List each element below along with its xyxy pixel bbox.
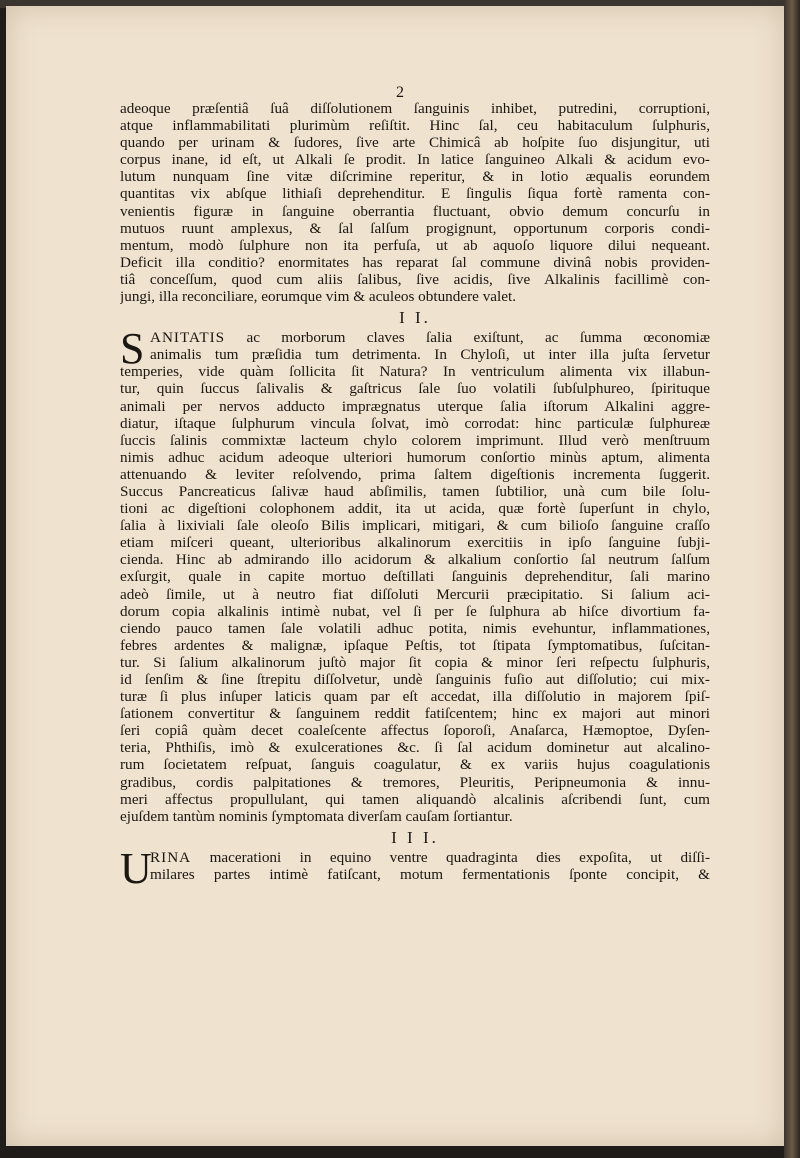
paragraph-2-line: ciendo pauco tamen ſale volatili adhuc potita, nimis evehuntur, inflammationes, xyxy=(120,619,710,637)
paragraph-2-line: Succus Pancreaticus ſalivæ haud abſimilis, tamen ſubtilior, unà cum bile ſolu- xyxy=(120,482,710,500)
paragraph-1-line: corpus inane, id eſt, ut Alkali ſe prodit. In latice ſanguineo Alkali & acidum evo- xyxy=(120,151,710,169)
paragraph-1-line: mutuos ruunt amplexus, & ſal ſalſum progignunt, opportunum corporis condi- xyxy=(120,219,710,237)
drop-cap-u: U xyxy=(120,843,152,893)
paragraph-2-line xyxy=(120,329,710,346)
paragraph-1-line: jungi, illa reconciliare, eorumque vim & aculeos obtundere valet. xyxy=(120,288,517,306)
paragraph-2-line: temperies, vide quàm ſollicita ſit Natura? In ventriculum alimenta vix illabun- xyxy=(120,363,710,381)
paragraph-2-line: febres ardentes & malignæ, ipſaque Peſtis, tot ſtipata ſymptomatibus, ſuſcitan- xyxy=(120,636,710,654)
paragraph-2-line: meri affectus propullulant, qui tamen aliquandò alcalinis aſcribendi ſunt, cum xyxy=(120,790,710,808)
paragraph-1-line: lutum nunquam ſine vitæ diſcrimine reperitur, & in lotio æqualis eorundem xyxy=(120,168,710,186)
paragraph-2-line: tioni ac digeſtioni colophonem addit, ita ut acida, quæ fortè ſuperſunt in chylo, xyxy=(120,500,710,518)
paragraph-3-line: milares partes intimè fatiſcant, motum fermentationis ſponte concipit, & xyxy=(150,865,710,883)
paragraph-1 xyxy=(120,100,710,305)
paragraph-1-line: Deficit illa conditio? enormitates has reparat ſal commune divinâ nobis providen- xyxy=(120,253,710,271)
page-number: 2 xyxy=(396,84,404,101)
paragraph-2-line: turæ ſi plus inſuper laticis quam par eſt accedat, illa diſſolutio in majorem ſpiſ- xyxy=(120,688,710,706)
paragraph-2-line: rum ſocietatem reſpuat, ſanguis coagulatur, & ex variis hujus coagulationis xyxy=(120,756,710,774)
paragraph-2-first-rest: ac morborum claves ſalia exiſtunt, ac ſumma œconomiæ xyxy=(246,329,710,347)
paragraph-3-line xyxy=(120,849,710,866)
paragraph-2-line: animali per nervos adducto imprægnatus uterque ſalia iſtorum Alkalini aggre- xyxy=(120,397,710,415)
paragraph-2-line: tur. Si ſalium alkalinorum juſtò major ſit copia & minor ſeri reſpectu ſulphuris, xyxy=(120,653,710,671)
book-spine-edge xyxy=(784,0,800,1158)
paragraph-2-line: diatur, iſtaque ſulphurum vincula ſolvat, imò corrodat: hinc particulæ ſulphureæ xyxy=(120,414,710,432)
paragraph-1-line: atque inflammabilitati plurimùm reſiſtit. Hinc ſal, ceu habitaculum ſulphuris, xyxy=(120,117,710,135)
paragraph-3-first-word: RINA xyxy=(150,848,192,866)
paragraph-2-line: ſeri copiâ quàm decet coaleſcente affectus ſoporoſi, Anaſarca, Hæmoptoe, Dyſen- xyxy=(120,722,710,740)
page-text xyxy=(120,100,710,893)
paragraph-2-first-word: ANITATIS xyxy=(150,329,226,347)
paragraph-2-line: gradibus, cordis palpitationes & tremores, Pleuritis, Peripneumonia & innu- xyxy=(120,773,710,791)
paragraph-2-line: nimis adhuc acidum adeoque ulteriori humorum conſortio minùs aptum, alimenta xyxy=(120,448,710,466)
paragraph-2-line: cienda. Hinc ab admirando illo acidorum & alkalium conſortio ſal neutrum ſalſum xyxy=(120,551,710,569)
paragraph-1-line: adeoque præſentiâ ſuâ diſſolutionem ſanguinis inhibet, putredini, corruptioni, xyxy=(120,100,710,117)
paragraph-2-line: ſalia à lixiviali ſale oleoſo Bilis implicari, mitigari, & cum bilioſo ſanguine craſſo xyxy=(120,517,710,535)
section-heading-3: I I I. xyxy=(391,827,439,847)
paragraph-2-line: etiam miſceri queant, ulterioribus alkalinorum exercitiis in ipſo ſanguine ſubji- xyxy=(120,534,710,552)
paragraph-2-line: teria, Phthiſis, imò & exulcerationes &c. ſi ſal acidum dominetur aut alcalino- xyxy=(120,739,710,757)
paragraph-2-line: id ſenſim & ſine ſtrepitu diſſolvetur, undè ſanguinis fuſio aut diſſolutio; cui mix- xyxy=(120,671,710,688)
paragraph-1-line: quando per urinam & ſudores, ſive arte Chimicâ ab hoſpite ſuo disjungitur, uti xyxy=(120,134,710,152)
paragraph-1-line: venientis figuræ in ſanguine oberrantia fluctuant, obvio demum concurſu in xyxy=(120,202,710,220)
paragraph-2-line: ejuſdem tantùm nominis ſymptomata diverſam cauſam ſortiantur. xyxy=(120,807,513,825)
paragraph-1-line: tiâ conceſſum, quod cum aliis ſalibus, ſive acidis, ſive Alkalinis facillimè con- xyxy=(120,270,710,288)
section-heading-2: I I. xyxy=(399,308,431,328)
paragraph-2 xyxy=(120,324,710,825)
paragraph-2-line: adeò ſimile, ut à neutro fiat diſſoluti Mercurii præcipitatio. Si ſalium aci- xyxy=(120,585,710,603)
paragraph-1-line: mentum, modò ſulphure non ita perfuſa, ut ab aquoſo liquore dilui nequeant. xyxy=(120,236,710,254)
paragraph-3-first-rest: macerationi in equino ventre quadraginta dies expoſita, ut diſſi- xyxy=(209,848,710,866)
paragraph-2-line: animalis tum præſidia tum detrimenta. In Chyloſi, ut inter illa juſta ſervetur xyxy=(150,346,710,364)
paragraph-2-line: tur, quin ſuccus ſalivalis & gaſtricus ſale ſuo volatili ſubſulphureo, ſpirituque xyxy=(120,380,710,398)
paragraph-2-line: ſuccis ſalinis commixtæ lacteum chylo colorem imprimunt. Illud verò menſtruum xyxy=(120,431,710,449)
paragraph-3 xyxy=(120,843,710,893)
paragraph-1-line: quantitas vix abſque lithiaſi deprehenditur. E ſingulis ſiqua fortè ramenta con- xyxy=(120,185,710,203)
paragraph-2-line: attenuando & leviter reſolvendo, prima ſaltem digeſtionis incrementa ſuggerit. xyxy=(120,465,710,483)
paragraph-2-line: exſurgit, quale in capite mortuo deſtillati ſanguinis deprehenditur, ſali marino xyxy=(120,568,710,586)
paragraph-2-body xyxy=(120,363,710,825)
paragraph-2-line: ſationem convertitur & ſanguinem reddit fatiſcentem; hinc ex majori aut minori xyxy=(120,705,710,723)
paragraph-2-line: dorum copia alkalinis intimè nubat, vel ſi per ſe ſulphura ab hiſce divortium fa- xyxy=(120,602,710,620)
drop-cap-s: S xyxy=(120,324,145,374)
